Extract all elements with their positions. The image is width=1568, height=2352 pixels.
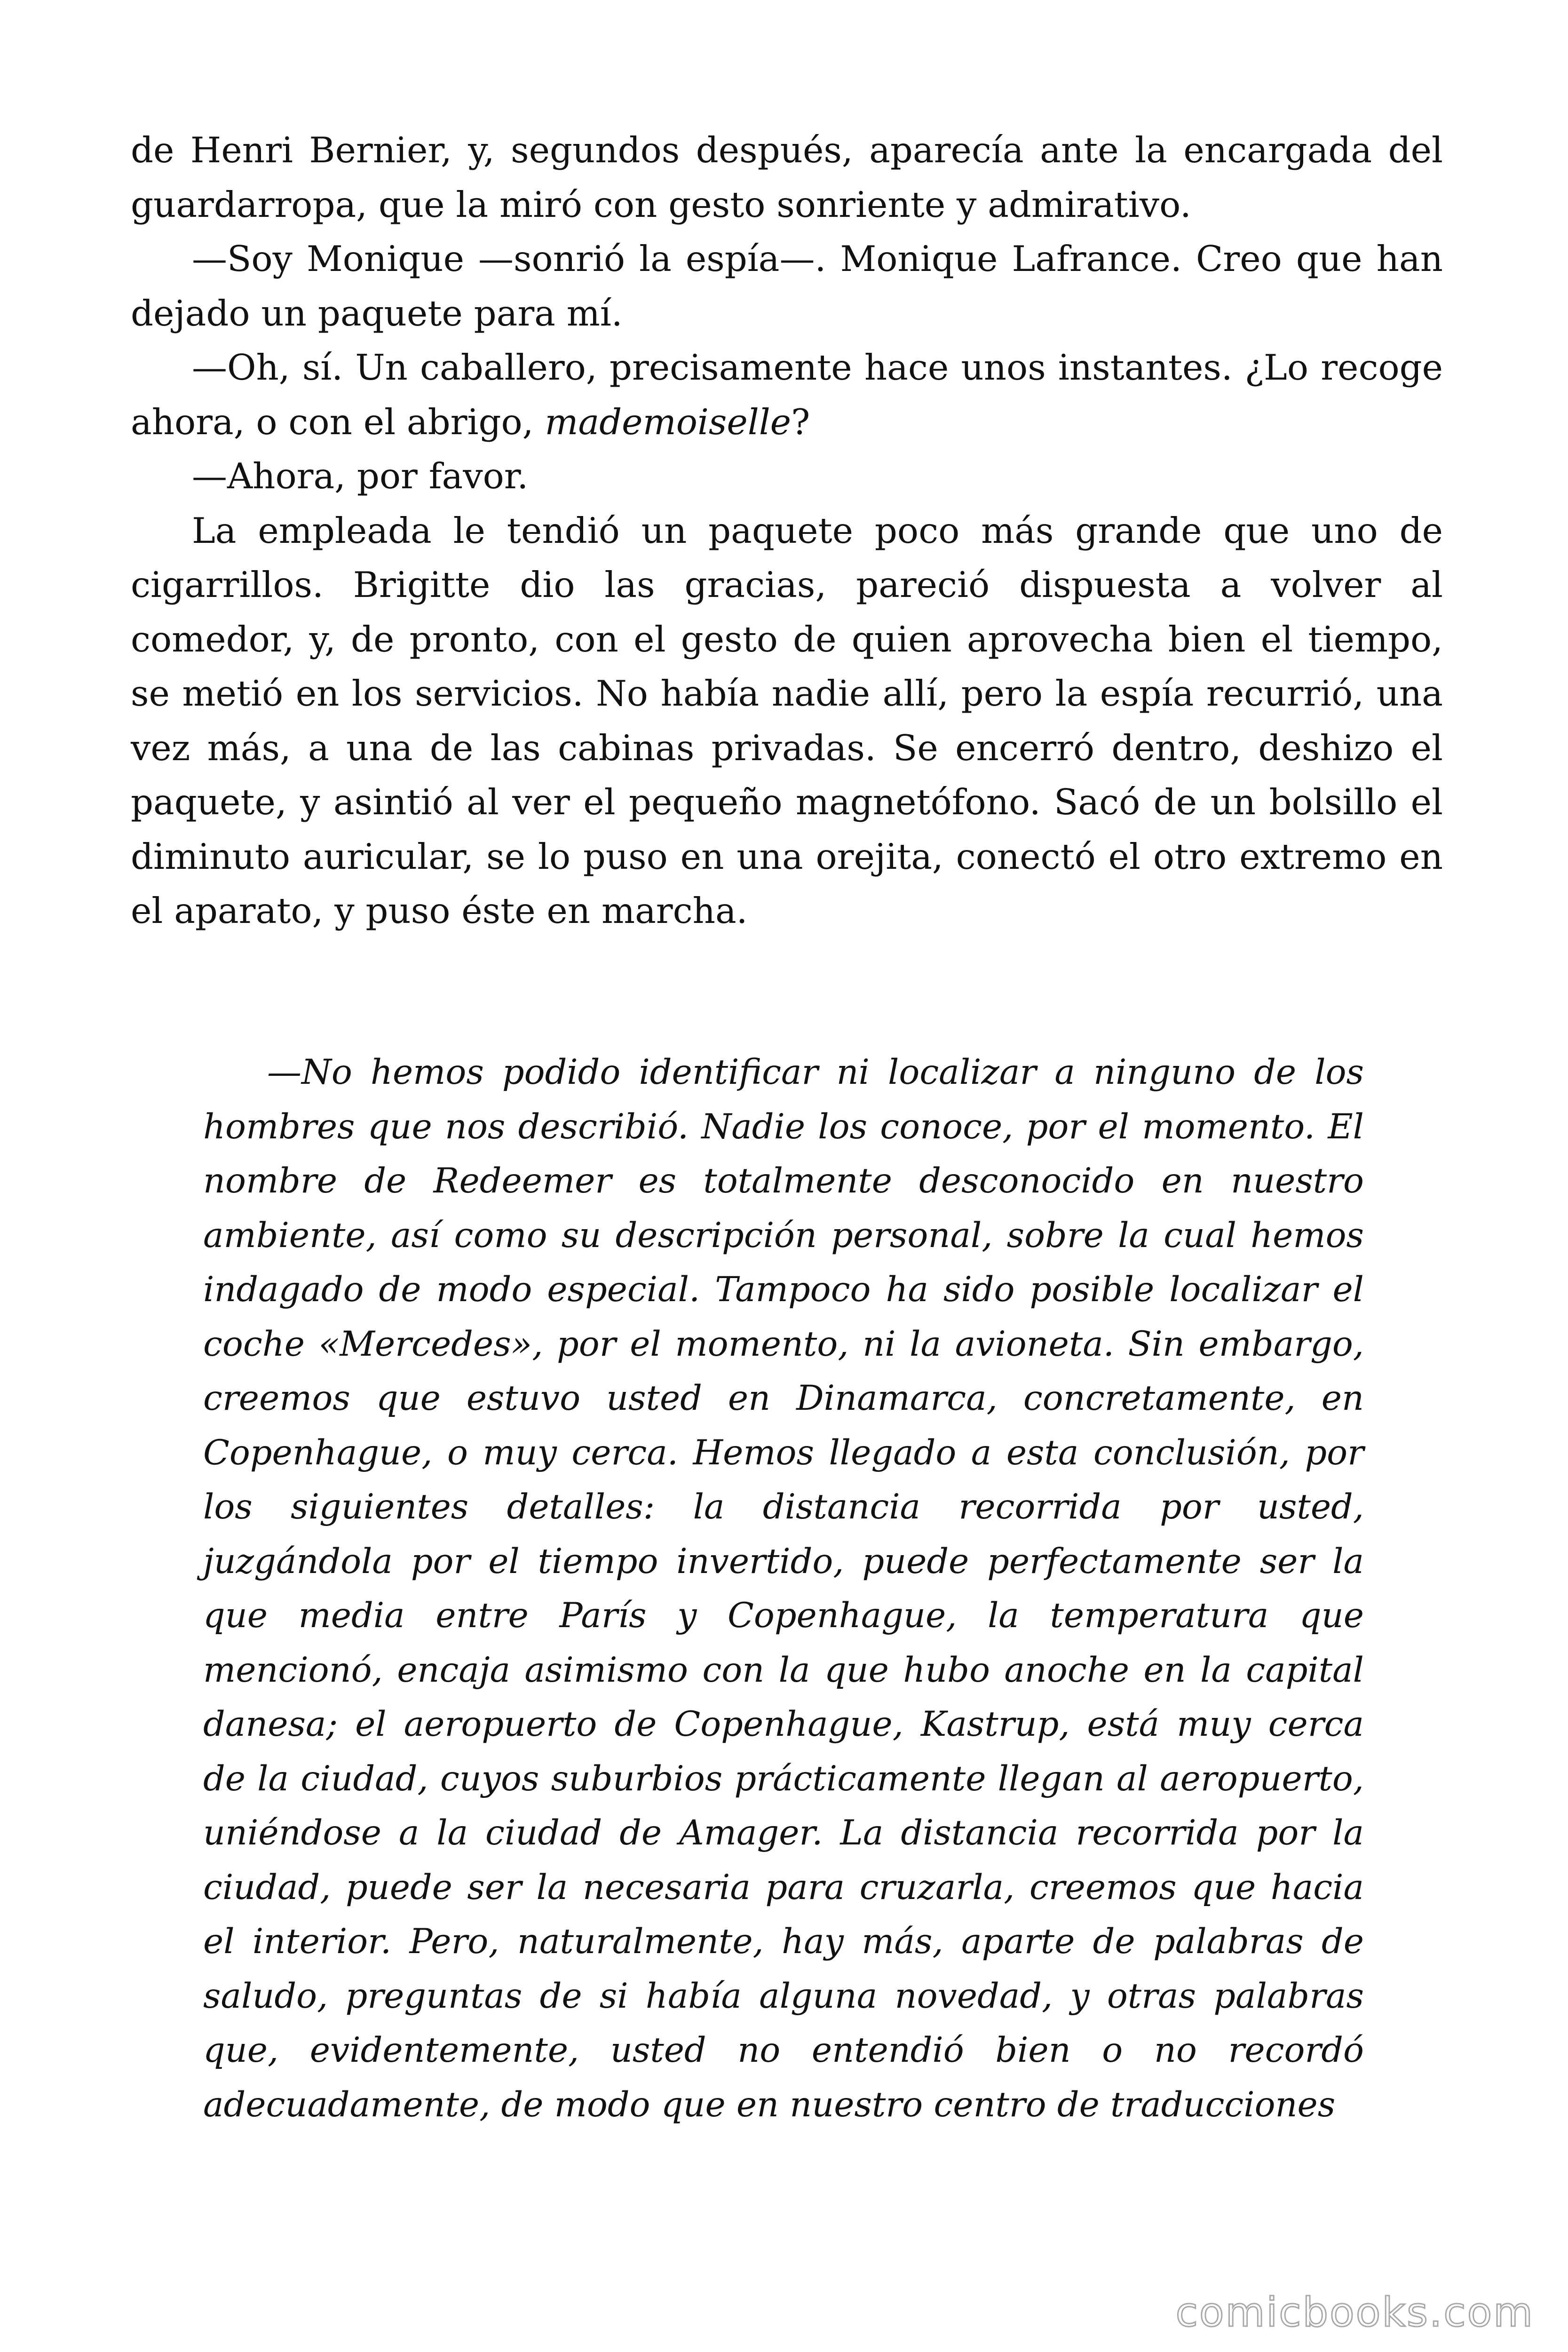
paragraph: —Ahora, por favor. — [192, 455, 529, 497]
quote-paragraph: —No hemos podido identificar ni localizar a ninguno de los hombres que nos describió. Nadie los conoce, por el momento. El nombre de Redeemer es totalmente desconocido en nuestro ambiente, así como su descripción personal, sobre la cual hemos indagado de modo especial. Tampoco ha sido posible localizar el coche «Mercedes», por el momento, ni la avioneta. Sin embargo, creemos que estuvo usted en Dinamarca, concretamente, en Copenhague, o muy cerca. Hemos llegado a esta conclusión, por los siguientes detalles: la distancia recorrida por usted, juzgándola por el tiempo invertido, puede perfectamente ser la que media entre París y Copenhague, la temperatura que mencionó, encaja asimismo con la que hubo anoche en la capital danesa; el aeropuerto de Copenhague, Kastrup, está muy cerca de la ciudad, cuyos suburbios prácticamente llegan al aeropuerto, uniéndose a la ciudad de Amager. La distancia recorrida por la ciudad, puede ser la necesaria para cruzarla, creemos que hacia el interior. Pero, naturalmente, hay más, aparte de palabras de saludo, preguntas de si había alguna novedad, y otras palabras que, evidentemente, usted no entendió bien o no recordó adecuadamente, de modo que en nuestro centro de traducciones — [203, 1052, 1364, 2125]
paragraph-text: ? — [791, 401, 810, 443]
watermark: comicbooks.com — [1175, 2289, 1534, 2336]
recorded-message-quote — [203, 1045, 1364, 2132]
paragraph: de Henri Bernier, y, segundos después, aparecía ante la encargada del guardarropa, que la miró con gesto sonriente y admirativo. — [131, 129, 1443, 225]
emphasized-word: mademoiselle — [545, 401, 792, 443]
paragraph: La empleada le tendió un paquete poco más grande que uno de cigarrillos. Brigitte dio las gracias, pareció dispuesta a volver al comedor, y, de pronto, con el gesto de quien aprovecha bien el tiempo, se metió en los servicios. No había nadie allí, pero la espía recurrió, una vez más, a una de las cabinas privadas. Se encerró dentro, deshizo el paquete, y asintió al ver el pequeño magnetófono. Sacó de un bolsillo el diminuto auricular, se lo puso en una orejita, conectó el otro extremo en el aparato, y puso éste en marcha. — [131, 509, 1443, 931]
paragraph — [131, 341, 1443, 449]
paragraph: —Soy Monique —sonrió la espía—. Monique Lafrance. Creo que han dejado un paquete para mí. — [131, 238, 1443, 334]
narrative-text — [131, 123, 1443, 938]
paragraph-text: —Oh, sí. Un caballero, precisamente hace unos instantes. ¿Lo recoge ahora, o con el abrigo, — [131, 347, 1443, 443]
